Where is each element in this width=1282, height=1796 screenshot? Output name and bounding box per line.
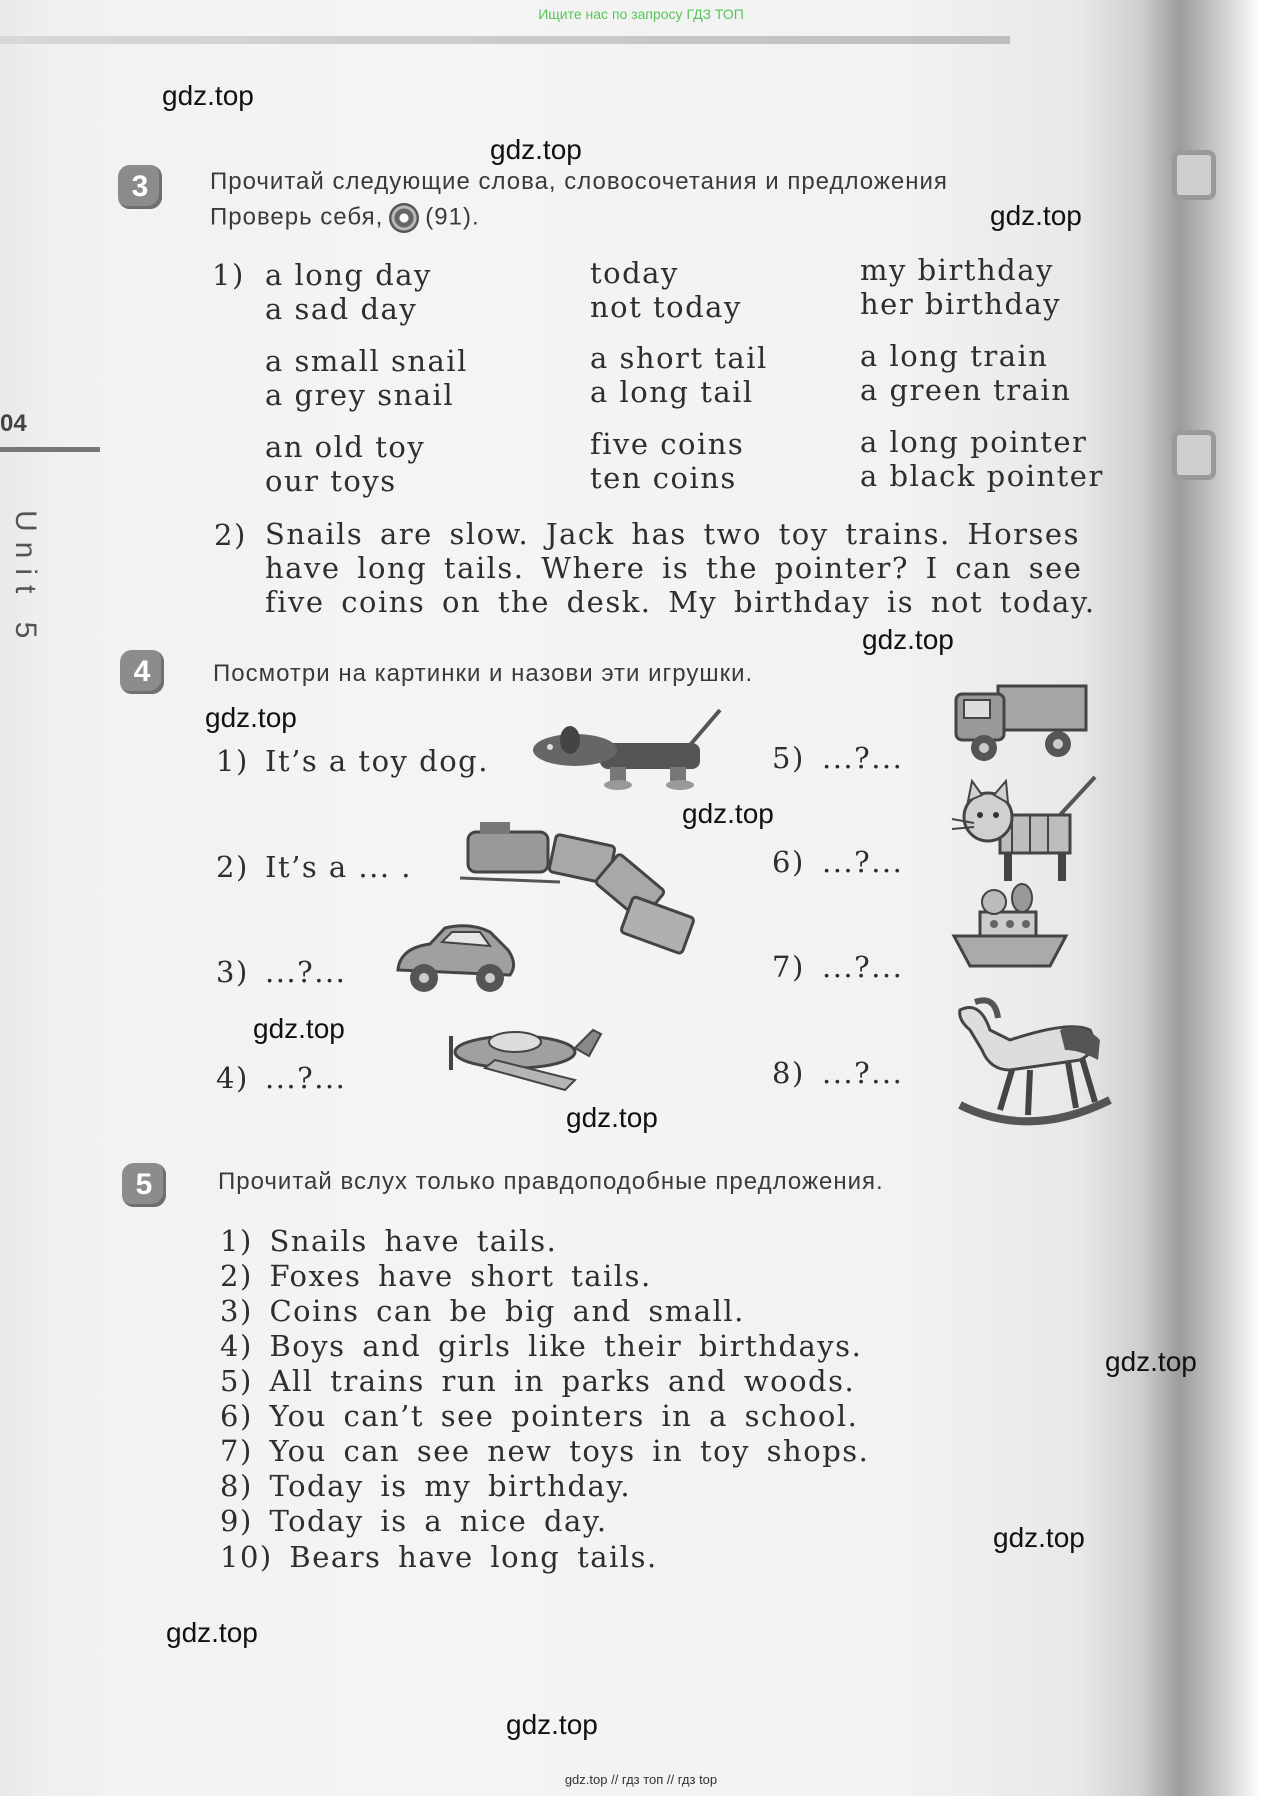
item-number: 4): [216, 1061, 249, 1095]
watermark: gdz.top: [253, 1013, 345, 1044]
audio-track-number: (91).: [425, 203, 480, 231]
item-number: 5): [772, 741, 805, 775]
item-text: ...?...: [822, 741, 904, 775]
phrase: a long day: [265, 258, 432, 292]
watermark: gdz.top: [1105, 1346, 1197, 1377]
item-number: 7): [772, 950, 805, 984]
exercise-4-badge: 4: [120, 650, 164, 694]
item-text: It’s a ... .: [265, 850, 413, 884]
watermark: gdz.top: [566, 1102, 658, 1133]
instruction-text: Проверь себя,: [210, 203, 384, 231]
toy-truck-icon: [950, 680, 1090, 765]
watermark: gdz.top: [993, 1522, 1085, 1553]
exercise-5-badge: 5: [122, 1163, 166, 1207]
sentence-line: Snails are slow. Jack has two toy trains. Horses: [265, 517, 1080, 551]
rocking-horse-icon: [950, 990, 1115, 1140]
phrase: a grey snail: [265, 378, 455, 412]
sentence: 10) Bears have long tails.: [220, 1540, 658, 1574]
phrase: a short tail: [590, 341, 768, 375]
phrase: my birthday: [860, 253, 1054, 287]
watermark: gdz.top: [506, 1709, 598, 1740]
phrase: a long pointer: [860, 425, 1088, 459]
exercise-3-instruction-line2: [210, 203, 480, 233]
item-text: ...?...: [265, 1061, 347, 1095]
toy-plane-icon: [445, 1020, 605, 1100]
sentence: 3) Coins can be big and small.: [220, 1294, 745, 1328]
sentence: 8) Today is my birthday.: [220, 1469, 632, 1503]
sentence: 6) You can’t see pointers in a school.: [220, 1399, 859, 1433]
watermark: gdz.top: [682, 798, 774, 829]
item-number: 8): [772, 1056, 805, 1090]
phrase: a long train: [860, 339, 1049, 373]
part-number: 2): [214, 518, 247, 552]
exercise-3-instruction: Прочитай следующие слова, словосочетания и предложения: [210, 168, 948, 195]
phrase: not today: [590, 290, 742, 324]
item-text: ...?...: [822, 950, 904, 984]
phrase: ten coins: [590, 461, 737, 495]
item-text: It’s a toy dog.: [265, 744, 489, 778]
watermark: gdz.top: [166, 1617, 258, 1648]
side-tab-icon: [1172, 150, 1216, 200]
sentence: 5) All trains run in parks and woods.: [220, 1364, 856, 1398]
phrase: a black pointer: [860, 459, 1104, 493]
top-search-link[interactable]: Ищите нас по запросу ГДЗ ТОП: [538, 6, 744, 22]
part-number: 1): [212, 258, 245, 292]
phrase: a small snail: [265, 344, 468, 378]
phrase: five coins: [590, 427, 745, 461]
side-tab-icon: [1172, 430, 1216, 480]
sentence: 7) You can see new toys in toy shops.: [220, 1434, 870, 1468]
item-number: 6): [772, 845, 805, 879]
item-text: ...?...: [822, 1056, 904, 1090]
toy-dog-icon: [530, 705, 730, 795]
item-number: 2): [216, 850, 249, 884]
phrase: today: [590, 256, 679, 290]
phrase: an old toy: [265, 430, 426, 464]
exercise-4-instruction: Посмотри на картинки и назови эти игрушки.: [213, 660, 754, 687]
exercise-3-badge: 3: [118, 165, 162, 209]
sentence-line: five coins on the desk. My birthday is not today.: [265, 585, 1096, 619]
sentence: 4) Boys and girls like their birthdays.: [220, 1329, 863, 1363]
sentence-line: have long tails. Where is the pointer? I can see: [265, 551, 1083, 585]
unit-label: Unit 5: [9, 510, 42, 649]
toy-boat-icon: [950, 880, 1070, 980]
watermark: gdz.top: [990, 200, 1082, 231]
toy-cat-icon: [950, 775, 1100, 890]
page-edge-line: [0, 36, 1010, 44]
footer-links[interactable]: gdz.top // гдз топ // гдз top: [564, 1772, 718, 1787]
page-number-rule: [0, 447, 100, 452]
phrase: her birthday: [860, 287, 1062, 321]
watermark: gdz.top: [162, 80, 254, 111]
item-text: ...?...: [822, 845, 904, 879]
page-number: 04: [0, 410, 27, 437]
watermark: gdz.top: [205, 702, 297, 733]
item-number: 3): [216, 955, 249, 989]
phrase: a green train: [860, 373, 1072, 407]
sentence: 9) Today is a nice day.: [220, 1504, 608, 1538]
audio-disc-icon[interactable]: [389, 203, 419, 233]
watermark: gdz.top: [862, 624, 954, 655]
phrase: our toys: [265, 464, 397, 498]
toy-car-icon: [390, 920, 520, 1000]
exercise-5-instruction: Прочитай вслух только правдоподобные предложения.: [218, 1168, 884, 1195]
phrase: a long tail: [590, 375, 754, 409]
sentence: 1) Snails have tails.: [220, 1224, 558, 1258]
item-number: 1): [216, 744, 249, 778]
watermark: gdz.top: [490, 134, 582, 165]
sentence: 2) Foxes have short tails.: [220, 1259, 652, 1293]
item-text: ...?...: [265, 955, 347, 989]
phrase: a sad day: [265, 292, 418, 326]
